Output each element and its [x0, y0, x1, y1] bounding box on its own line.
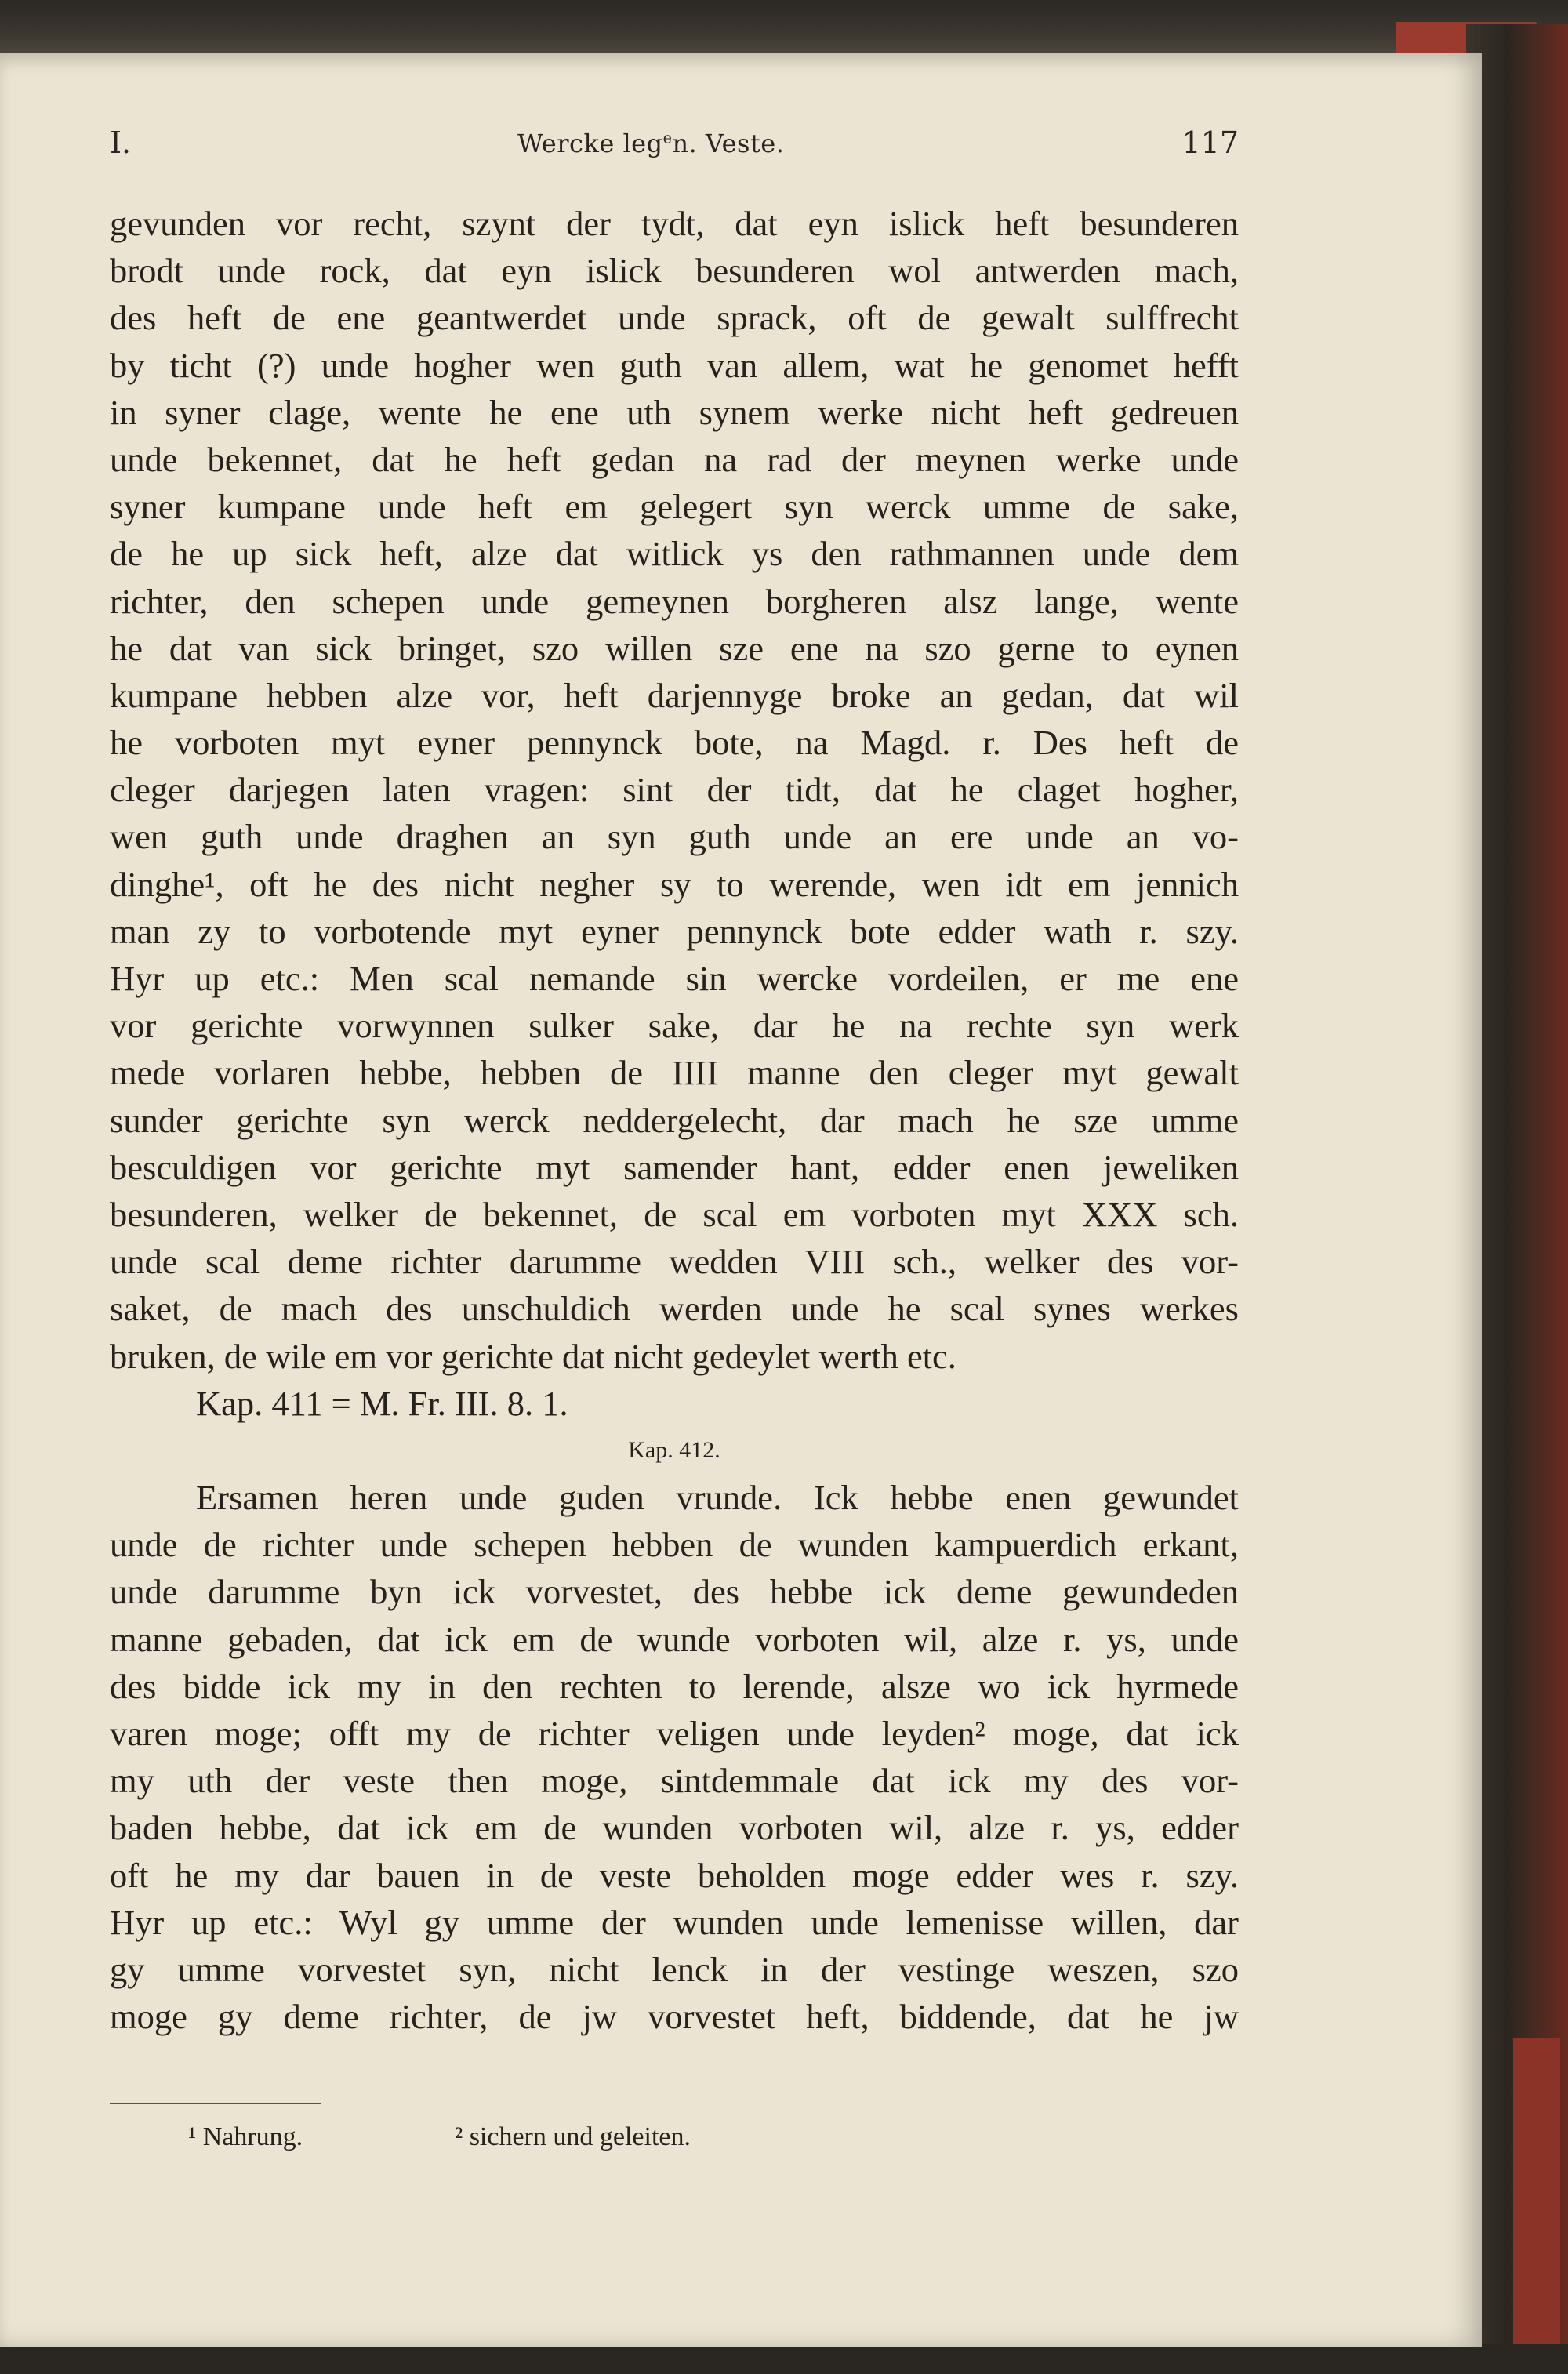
text-line: unde scal deme richter darumme wedden VIII sch., welker des vor- — [110, 1242, 1239, 1282]
text-line: he dat van sick bringet, szo willen sze ene na szo gerne to eynen — [110, 628, 1239, 668]
text-line: Ersamen heren unde guden vrunde. Ick hebbe enen gewundet — [196, 1478, 1239, 1518]
text-line: des bidde ick my in den rechten to lerende, alsze wo ick hyrmede — [110, 1666, 1239, 1706]
text-line: de he up sick heft, alze dat witlick ys den rathmannen unde dem — [110, 534, 1239, 574]
text-line: in syner clage, wente he ene uth synem werke nicht heft gedreuen — [110, 392, 1239, 432]
text-line: kumpane hebben alze vor, heft darjennyge broke an gedan, dat wil — [110, 675, 1239, 715]
book-edge-bottom — [1513, 2038, 1560, 2352]
text-line: saket, de mach des unschuldich werden unde he scal synes werkes — [110, 1289, 1239, 1329]
text-line: moge gy deme richter, de jw vorvestet heft, biddende, dat he jw — [110, 1997, 1239, 2037]
text-line: by ticht (?) unde hogher wen guth van allem, wat he genomet hefft — [110, 345, 1239, 385]
running-title — [517, 129, 784, 158]
text-line: manne gebaden, dat ick em de wunde vorboten wil, alze r. ys, unde — [110, 1619, 1239, 1659]
footnote-divider — [110, 2103, 321, 2104]
text-line: unde de richter unde schepen hebben de wunden kampuerdich erkant, — [110, 1525, 1239, 1565]
text-line: varen moge; offt my de richter veligen unde leyden² moge, dat ick — [110, 1714, 1239, 1753]
chapter-heading: Kap. 412. — [628, 1436, 720, 1463]
page-number: 117 — [1181, 125, 1239, 160]
text-line: bruken, de wile em vor gerichte dat nicht gedeylet werth etc. — [110, 1336, 956, 1376]
kap-reference: Kap. 411 = M. Fr. III. 8. 1. — [196, 1383, 568, 1423]
text-line: des heft de ene geantwerdet unde sprack, oft de gewalt sulffrecht — [110, 298, 1239, 338]
text-line: he vorboten myt eyner pennynck bote, na Magd. r. Des heft de — [110, 723, 1239, 763]
section-number: I. — [110, 125, 132, 160]
footnotes — [188, 2122, 1129, 2162]
text-line: sunder gerichte syn werck neddergelecht, dar mach he sze umme — [110, 1100, 1239, 1140]
text-line: unde darumme byn ick vorvestet, des hebbe ick deme gewundeden — [110, 1572, 1239, 1612]
text-line: my uth der veste then moge, sintdemmale dat ick my des vor- — [110, 1761, 1239, 1801]
text-line: oft he my dar bauen in de veste beholden moge edder wes r. szy. — [110, 1855, 1239, 1895]
body-text — [110, 200, 1239, 2040]
text-line: baden hebbe, dat ick em de wunden vorboten wil, alze r. ys, edder — [110, 1808, 1239, 1848]
text-line: mede vorlaren hebbe, hebben de IIII manne den cleger myt gewalt — [110, 1053, 1239, 1093]
text-line: Hyr up etc.: Men scal nemande sin wercke vordeilen, er me ene — [110, 959, 1239, 998]
book-cover-top — [0, 0, 1568, 55]
footnote-2: ² sichern und geleiten. — [455, 2122, 691, 2151]
text-line: wen guth unde draghen an syn guth unde an ere unde an vo- — [110, 817, 1239, 857]
running-title-superscript: e — [662, 129, 673, 147]
text-line: brodt unde rock, dat eyn islick besunderen wol antwerden mach, — [110, 251, 1239, 291]
text-line: gevunden vor recht, szynt der tydt, dat eyn islick heft besunderen — [110, 204, 1239, 243]
running-title-rest: n. Veste. — [672, 129, 785, 158]
text-line: dinghe¹, oft he des nicht negher sy to werende, wen idt em jennich — [110, 864, 1239, 904]
text-line: richter, den schepen unde gemeynen borgheren alsz lange, wente — [110, 581, 1239, 621]
book-cover-bottom — [0, 2344, 1568, 2374]
running-title-main: Wercke leg — [517, 129, 663, 158]
text-line: vor gerichte vorwynnen sulker sake, dar he na rechte syn werk — [110, 1006, 1239, 1046]
text-line: gy umme vorvestet syn, nicht lenck in der vestinge weszen, szo — [110, 1949, 1239, 1989]
text-line: besculdigen vor gerichte myt samender hant, edder enen jeweliken — [110, 1147, 1239, 1187]
footnote-1: ¹ Nahrung. — [188, 2122, 303, 2151]
text-line: Hyr up etc.: Wyl gy umme der wunden unde lemenisse willen, dar — [110, 1902, 1239, 1942]
text-line: unde bekennet, dat he heft gedan na rad der meynen werke unde — [110, 439, 1239, 479]
running-header — [110, 125, 1239, 172]
text-line: cleger darjegen laten vragen: sint der tidt, dat he claget hogher, — [110, 770, 1239, 810]
text-line: besunderen, welker de bekennet, de scal em vorboten myt XXX sch. — [110, 1194, 1239, 1234]
text-line: man zy to vorbotende myt eyner pennynck bote edder wath r. szy. — [110, 911, 1239, 951]
text-line: syner kumpane unde heft em gelegert syn werck umme de sake, — [110, 487, 1239, 527]
